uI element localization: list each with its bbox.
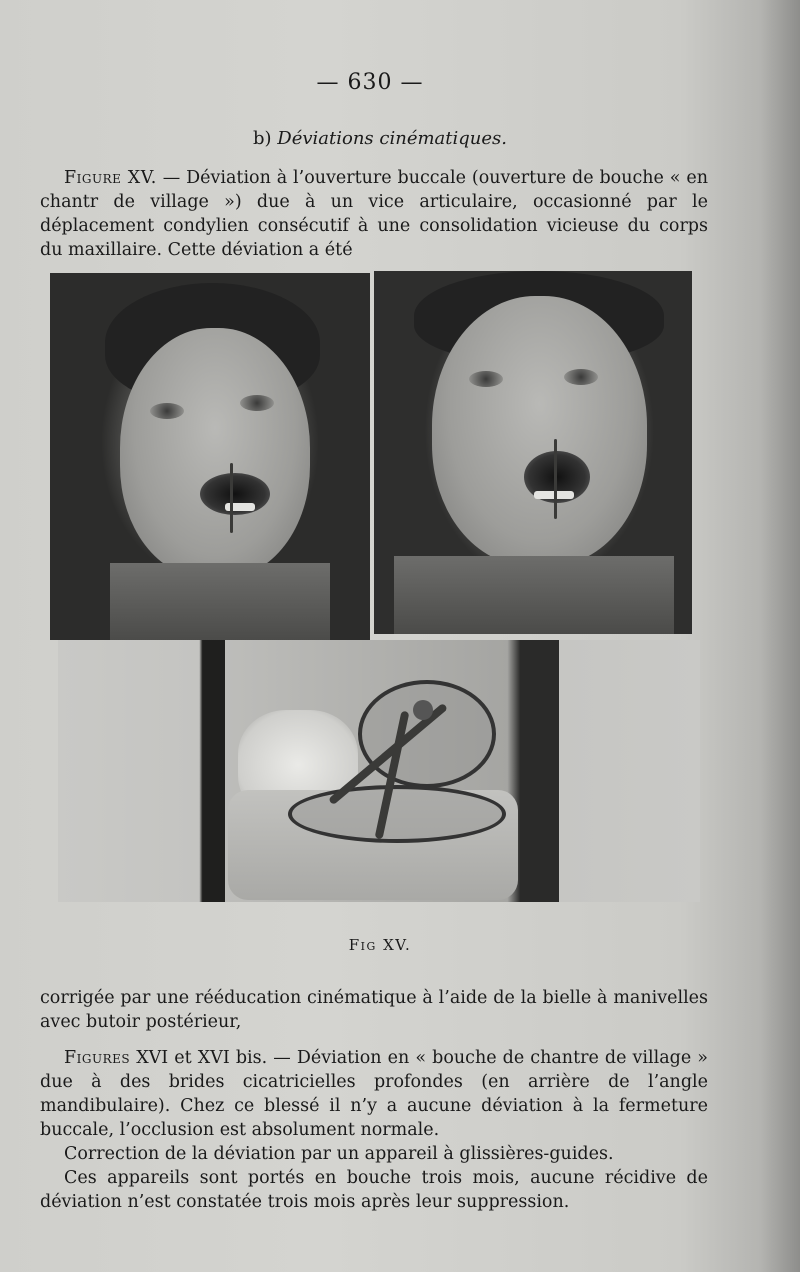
page-number: — 630 — bbox=[316, 70, 424, 95]
paragraph-correction-xv bbox=[40, 986, 708, 1034]
correction-xv-text: corrigée par une rééducation cinématique à l’aide de la bielle à manivelles avec butoir postérieur, bbox=[40, 988, 708, 1032]
figure-caption: Fig XV. bbox=[348, 936, 412, 954]
section-letter: b) bbox=[252, 128, 272, 149]
figure-xv-lead: Figure XV. bbox=[64, 168, 157, 188]
patient-photo-front bbox=[50, 273, 370, 640]
page-edge-shadow bbox=[760, 0, 800, 1272]
dental-appliance-photo bbox=[58, 640, 700, 902]
section-heading bbox=[0, 128, 760, 149]
correction-xvi-text: Correction de la déviation par un appareil à glissières-guides. bbox=[64, 1144, 614, 1164]
patient-photo-open-mouth bbox=[374, 271, 692, 634]
figures-xvi-text: XVI et XVI bis. — Déviation en « bouche de chantre de village » due à des brides cicatricielles profondes (en arrière de l’angle mandibulaire). Chez ce blessé il n’y a aucune déviation à la fermeture buccale, l’occlusion est absolument normale. bbox=[40, 1048, 708, 1140]
figure-xv-text: — Déviation à l’ouverture buccale (ouverture de bouche « en chantr de village ») due à un vice articulaire, occasionné par le déplacement condylien consécutif à une consolidation vicieuse du corps du maxillaire. Cette déviation a été bbox=[40, 168, 708, 260]
paragraph-figures-xvi bbox=[40, 1046, 708, 1142]
paragraph-appliance-duration bbox=[40, 1166, 708, 1214]
appliance-duration-text: Ces appareils sont portés en bouche trois mois, aucune récidive de déviation n’est constatée trois mois après leur suppression. bbox=[40, 1168, 708, 1212]
paragraph-correction-xvi bbox=[40, 1142, 708, 1166]
section-title: Déviations cinématiques. bbox=[277, 128, 507, 149]
figures-xvi-lead: Figures bbox=[64, 1048, 131, 1068]
paragraph-figure-xv bbox=[40, 166, 708, 262]
